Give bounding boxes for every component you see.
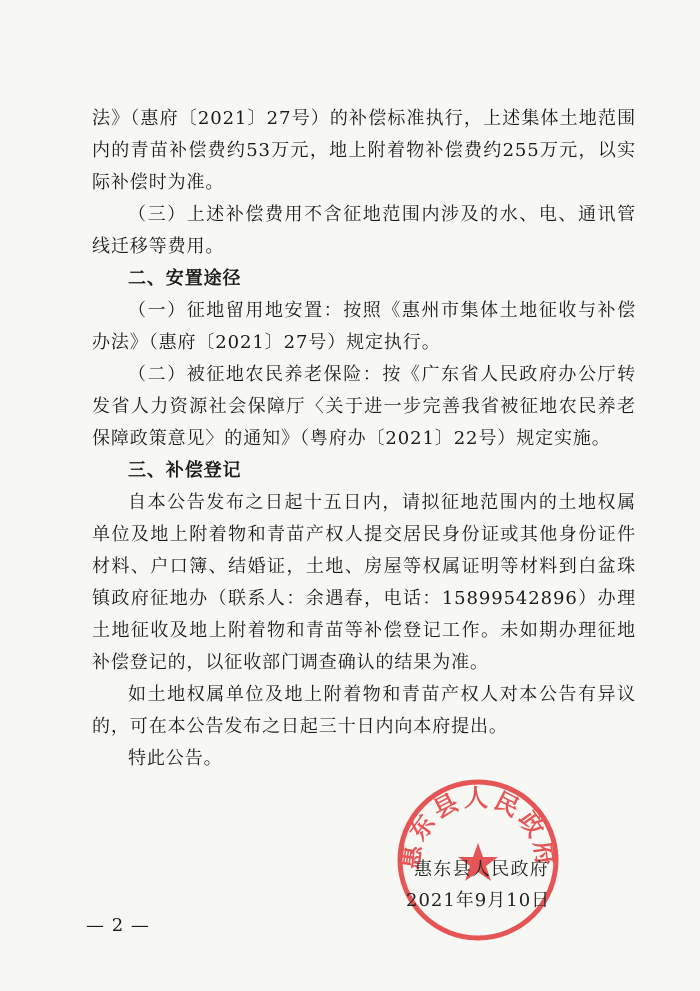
- paragraph-land-reserve: （一）征地留用地安置：按照《惠州市集体土地征收与补偿办法》（惠府〔2021〕27号）规定执行。: [92, 300, 636, 353]
- paragraph-compensation-standard: 法》（惠府〔2021〕27号）的补偿标准执行，上述集体土地范围内的青苗补偿费约53万元，地上附着物补偿费约255万元，以实际补偿时为准。: [92, 108, 636, 193]
- svg-text:惠东县人民政府: 惠东县人民政府: [395, 783, 561, 872]
- paragraph-closing: 特此公告。: [128, 748, 223, 769]
- issuing-authority: 惠东县人民政府: [414, 859, 550, 880]
- paragraph-cost-exclusion: （三）上述补偿费用不含征地范围内涉及的水、电、通讯管线迁移等费用。: [92, 204, 636, 257]
- issue-date: 2021年9月10日: [406, 890, 551, 911]
- paragraph-registration: 自本公告发布之日起十五日内，请拟征地范围内的土地权属单位及地上附着物和青苗产权人提交居民身份证或其他身份证件材料、户口簿、结婚证，土地、房屋等权属证明等材料到白盆珠镇政府征地办（联系人：余遇春，电话：15899542896）办理土地征收及地上附着物和青苗等补偿登记工作。未如期办理征地补偿登记的，以征收部门调查确认的结果为准。: [92, 492, 636, 673]
- page-number: — 2 —: [86, 915, 150, 936]
- section-two-heading: 二、安置途径: [128, 268, 242, 289]
- section-three-heading: 三、补偿登记: [128, 460, 242, 481]
- paragraph-objection: 如土地权属单位及地上附着物和青苗产权人对本公告有异议的，可在本公告发布之日起三十日内向本府提出。: [92, 684, 636, 737]
- document-body: [92, 103, 636, 775]
- paragraph-pension-insurance: （二）被征地农民养老保险：按《广东省人民政府办公厅转发省人力资源社会保障厅〈关于进一步完善我省被征地农民养老保障政策意见〉的通知》（粤府办〔2021〕22号）规定实施。: [92, 364, 636, 449]
